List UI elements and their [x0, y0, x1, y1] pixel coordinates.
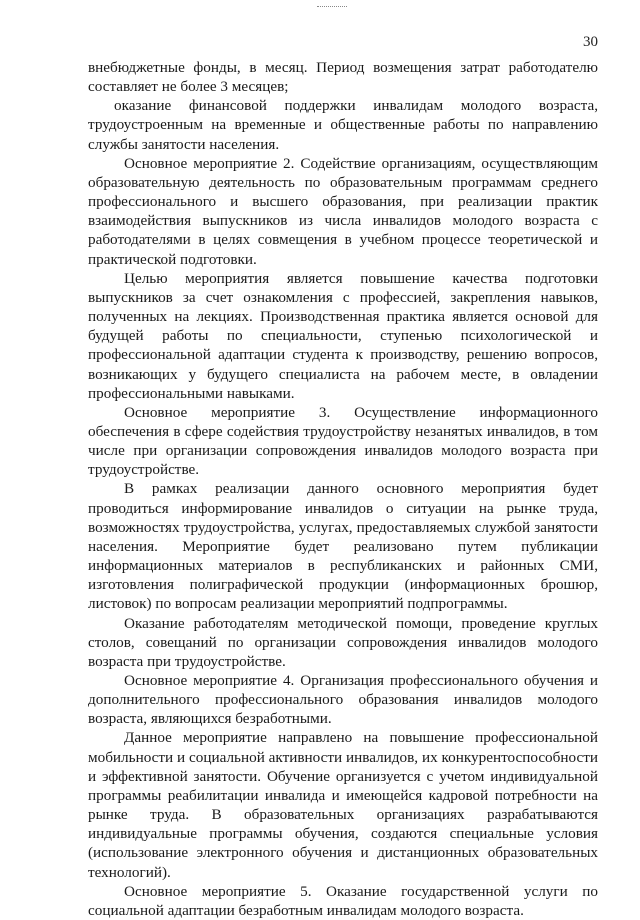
document-body	[88, 58, 598, 920]
paragraph: Основное мероприятие 3. Осуществление информационного обеспечения в сфере содействия трудоустройству незанятых инвалидов, в том числе при организации сопровождения инвалидов молодого возраста при трудоустройстве.	[88, 403, 598, 479]
paragraph: Целью мероприятия является повышение качества подготовки выпускников за счет ознакомления с профессией, закрепления навыков, полученных на лекциях. Производственная практика является основой для будущей работы по специальности, ступенью психологической и профессиональной адаптации студента к производству, решению вопросов, возникающих у будущего специалиста на рабочем месте, в овладении профессиональными навыками.	[88, 269, 598, 402]
paragraph: Основное мероприятие 2. Содействие организациям, осуществляющим образовательную деятельность по образовательным программам среднего профессионального и высшего образования, при реализации практик взаимодействия выпускников из числа инвалидов молодого возраста с работодателями в целях совмещения в учебном процессе теоретической и практической подготовки.	[88, 154, 598, 268]
page-number: 30	[583, 34, 598, 50]
scan-mark	[317, 6, 347, 9]
paragraph: Основное мероприятие 4. Организация профессионального обучения и дополнительного профессионального образования инвалидов молодого возраста, являющихся безработными.	[88, 672, 598, 728]
paragraph: Оказание работодателям методической помощи, проведение круглых столов, совещаний по организации сопровождения инвалидов молодого возраста при трудоустройстве.	[88, 614, 598, 670]
paragraph: Данное мероприятие направлено на повышение профессиональной мобильности и социальной активности инвалидов, их конкурентоспособности и эффективной занятости. Обучение организуется с учетом индивидуальной программы реабилитации инвалида и имеющейся кадровой потребности на рынке труда. В образовательных организациях разрабатываются индивидуальные программы обучения, создаются специальные условия (использование электронного обучения и дистанционных образовательных технологий).	[88, 729, 598, 881]
paragraph: внебюджетные фонды, в месяц. Период возмещения затрат работодателю составляет не более 3 месяцев;	[88, 59, 598, 96]
paragraph: Основное мероприятие 5. Оказание государственной услуги по социальной адаптации безработным инвалидам молодого возраста.	[88, 882, 598, 919]
paragraph: В рамках реализации данного основного мероприятия будет проводиться информирование инвалидов о ситуации на рынке труда, возможностях трудоустройства, услугах, предоставляемых службой занятости населения. Мероприятие будет реализовано путем публикации информационных материалов в республиканских и районных СМИ, изготовления полиграфической продукции (информационных брошюр, листовок) по вопросам реализации мероприятий подпрограммы.	[88, 480, 598, 613]
paragraph: оказание финансовой поддержки инвалидам молодого возраста, трудоустроенным на временные и общественные работы по направлению службы занятости населения.	[88, 97, 598, 153]
